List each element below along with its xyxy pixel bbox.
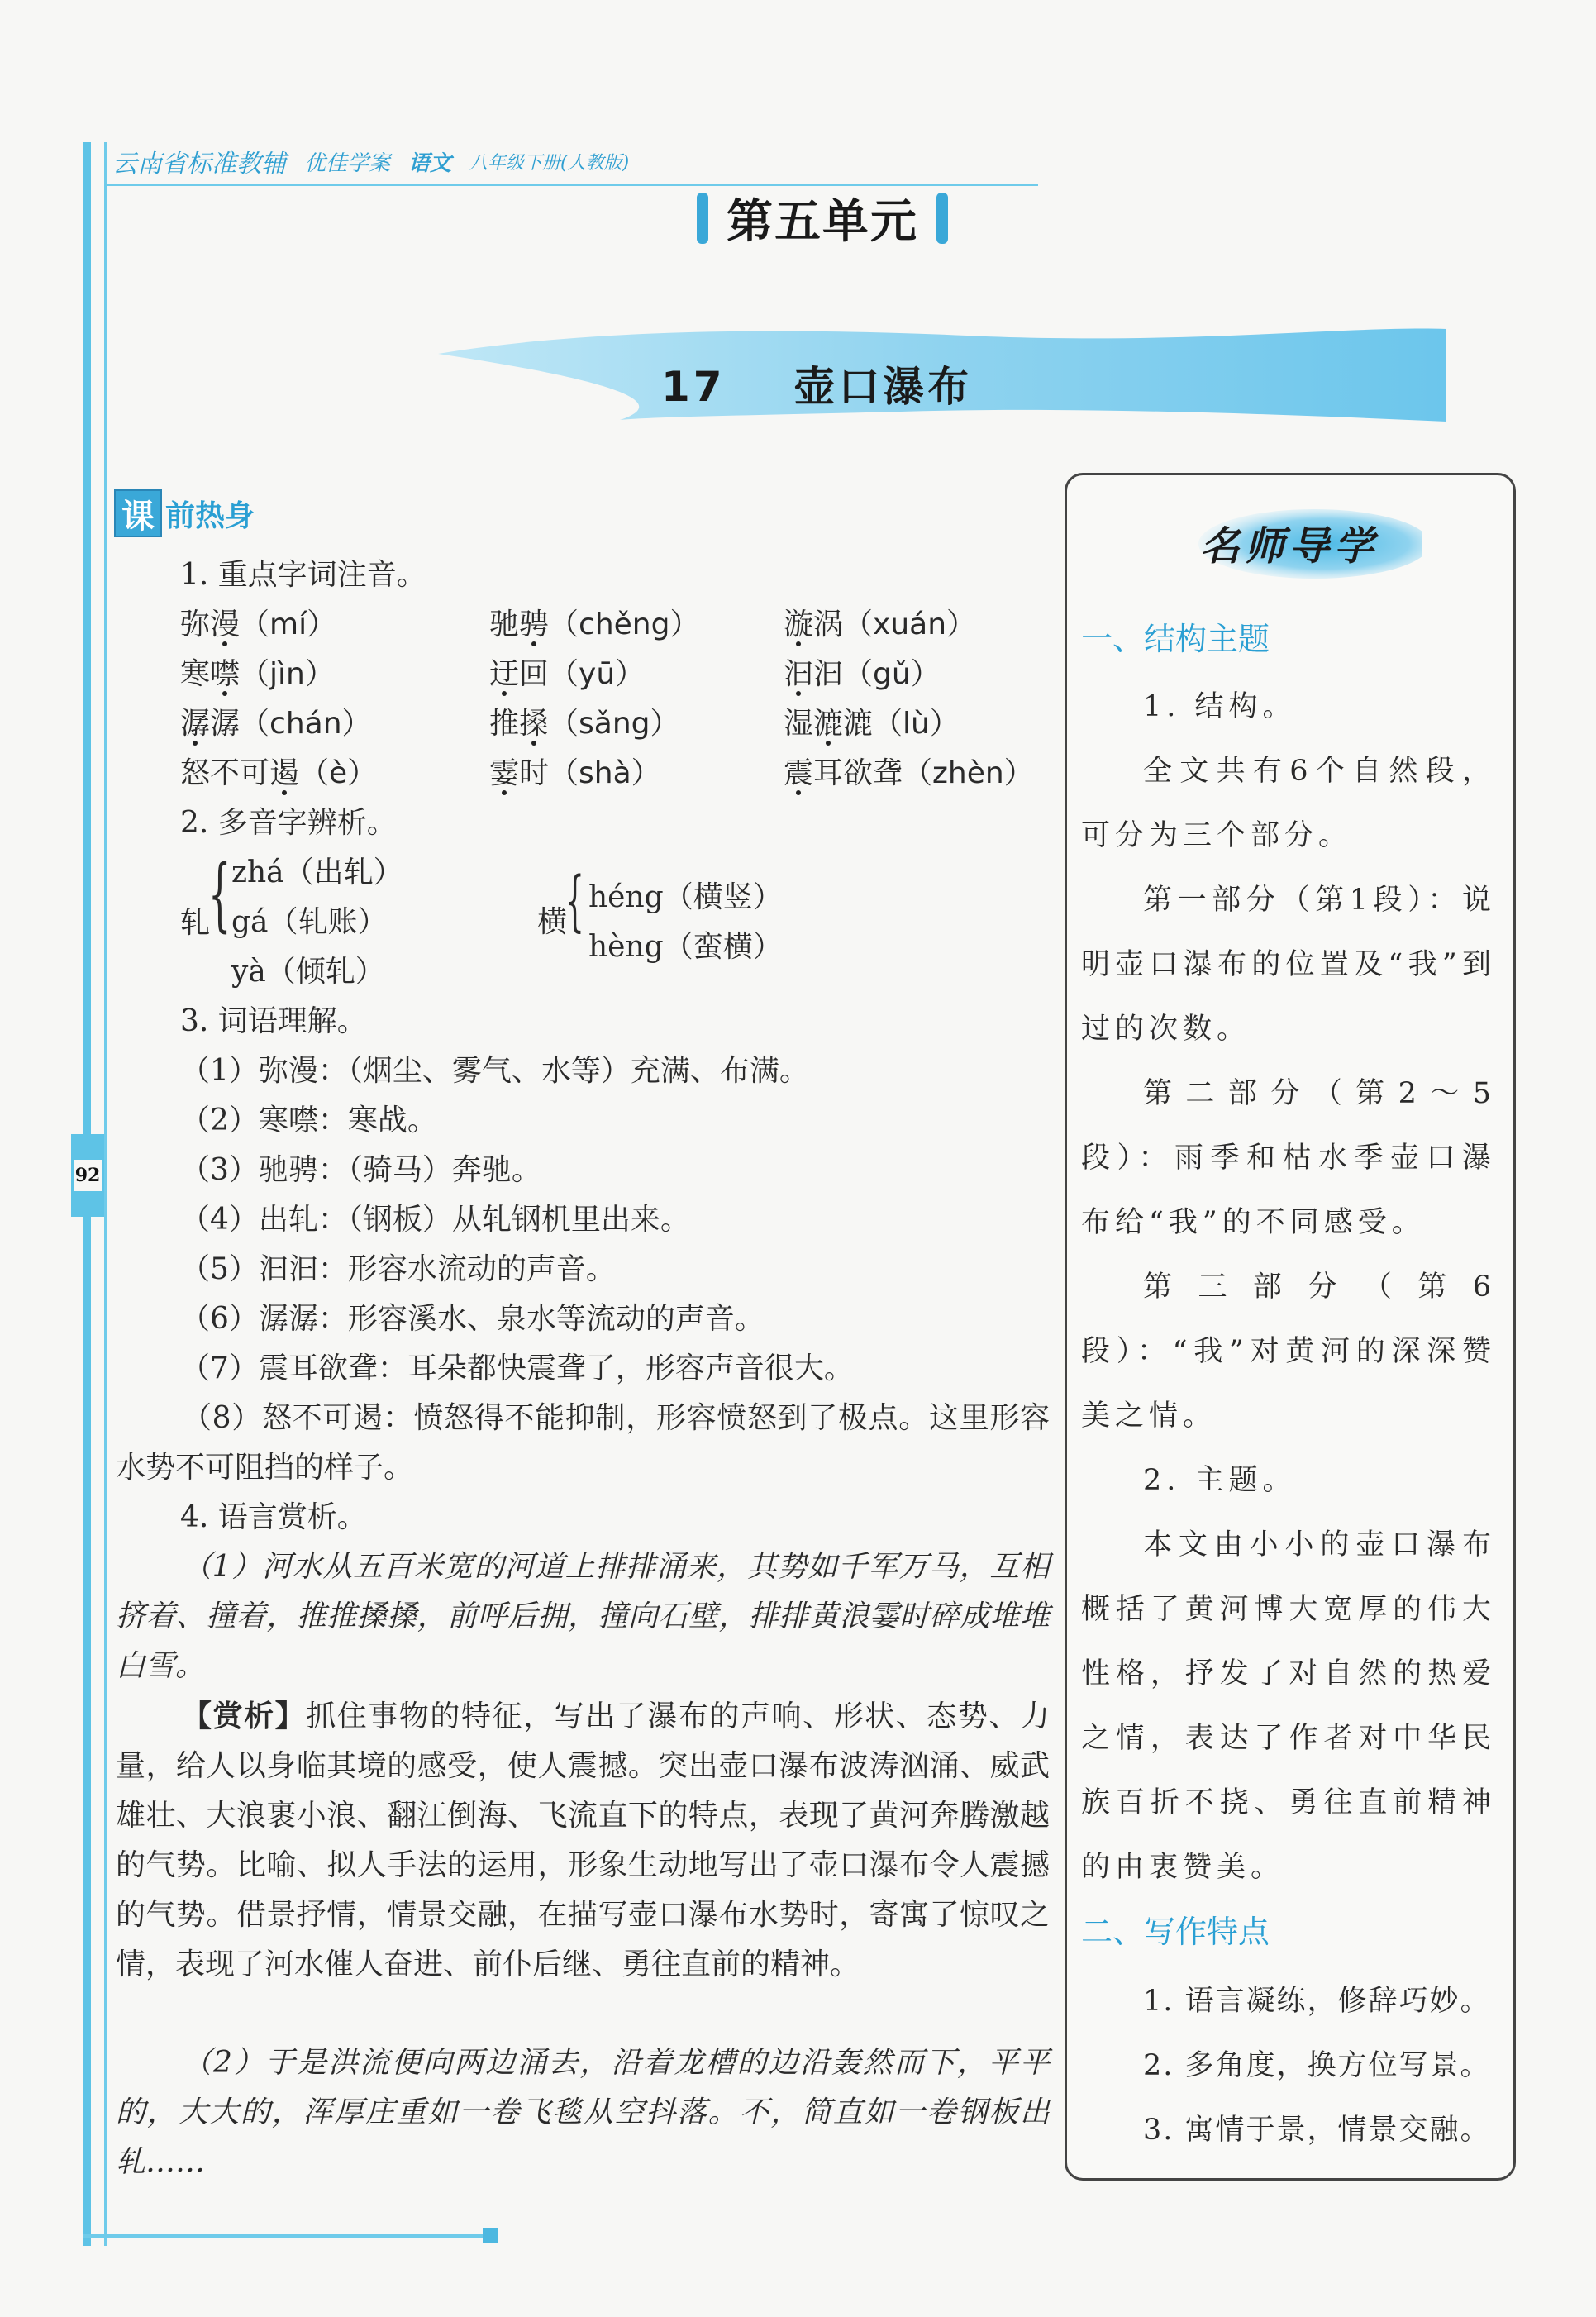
q4-title: 4. 语言赏析。 bbox=[180, 1500, 367, 1534]
q1-dotted-char: 噤 bbox=[210, 657, 241, 691]
sidebar-structure-p3: 第二部分（第2～5段）：雨季和枯水季壶口瀑布给“我”的不同感受。 bbox=[1081, 1077, 1496, 1239]
q2-char1-item: zhá（出轧） bbox=[231, 856, 403, 889]
section-icon: 课 bbox=[114, 489, 162, 537]
q2-brace2: { bbox=[565, 862, 584, 939]
q1-word bbox=[180, 600, 336, 650]
q1-word bbox=[489, 650, 645, 699]
q3-title: 3. 词语理解。 bbox=[180, 1004, 367, 1038]
q1-dotted-char: 漉 bbox=[813, 707, 844, 741]
q1-word-part: 湿 bbox=[784, 707, 814, 741]
q4-quote1: （1）河水从五百米宽的河道上排排涌来，其势如千军万马，互相挤着、撞着，推推搡搡，前呼后拥，撞向石壁，排排黄浪霎时碎成堆堆白雪。 bbox=[116, 1550, 1050, 1683]
q1-pinyin: （lù） bbox=[873, 707, 960, 741]
q2-brace1: { bbox=[208, 848, 231, 941]
sidebar-theme-title: 2. 主题。 bbox=[1143, 1464, 1297, 1497]
running-header bbox=[112, 142, 629, 180]
sidebar-title: 名师导学 bbox=[1200, 523, 1379, 570]
q1-pinyin: （yū） bbox=[549, 657, 646, 691]
q2-char1-item: gá（轧账） bbox=[231, 905, 388, 939]
footer-square bbox=[483, 2228, 498, 2243]
page-number-tab bbox=[71, 1134, 104, 1217]
q2-char1: 轧 bbox=[180, 906, 211, 940]
q1-pinyin: （zhèn） bbox=[903, 756, 1034, 790]
q1-title: 1. 重点字词注音。 bbox=[180, 558, 426, 592]
sidebar-structure-p2: 第一部分（第1段）：说明壶口瀑布的位置及“我”到过的次数。 bbox=[1081, 884, 1496, 1046]
unit-heading bbox=[690, 186, 955, 250]
q1-word-part: 涡 bbox=[813, 608, 844, 641]
unit-title: 第五单元 bbox=[727, 194, 918, 249]
unit-bracket-right bbox=[936, 193, 948, 244]
q1-word bbox=[180, 749, 377, 799]
q1-word-part: 推 bbox=[489, 707, 520, 741]
q1-word bbox=[784, 749, 1034, 799]
q1-pinyin: （jìn） bbox=[240, 657, 335, 691]
q3-item: （2）寒噤：寒战。 bbox=[180, 1104, 437, 1137]
sidebar-structure-p4: 第三部分（第6段）：“我”对黄河的深深赞美之情。 bbox=[1081, 1271, 1496, 1433]
q1-word-part: 时 bbox=[519, 756, 550, 790]
q1-word-part: 驰 bbox=[489, 608, 520, 641]
q3-item: （8）怒不可遏：愤怒得不能抑制，形容愤怒到了极点。这里形容水势不可阻挡的样子。 bbox=[116, 1401, 1050, 1485]
q1-dotted-char: 汩 bbox=[784, 657, 814, 691]
sidebar-heading-structure: 一、结构主题 bbox=[1081, 621, 1270, 657]
q1-word-part: 寒 bbox=[180, 657, 211, 691]
q3-item: （6）潺潺：形容溪水、泉水等流动的声音。 bbox=[180, 1302, 765, 1336]
sidebar-theme-text: 本文由小小的壶口瀑布概括了黄河博大宽厚的伟大性格，抒发了对自然的热爱之情，表达了作者对中华民族百折不挠、勇往直前精神的由衷赞美。 bbox=[1081, 1528, 1496, 1884]
footer-rule bbox=[83, 2234, 488, 2238]
q1-word-part: 回 bbox=[519, 657, 550, 691]
q1-dotted-char: 漩 bbox=[784, 608, 814, 641]
q4-quote2: （2）于是洪流便向两边涌去，沿着龙槽的边沿轰然而下，平平的，大大的，浑厚庄重如一卷飞毯从空抖落。不，简直如一卷钢板出轧…… bbox=[116, 2046, 1050, 2179]
q1-pinyin: （shà） bbox=[549, 756, 661, 790]
q1-word bbox=[489, 699, 680, 749]
q3-item: （7）震耳欲聋：耳朵都快震聋了，形容声音很大。 bbox=[180, 1352, 854, 1385]
q1-word bbox=[784, 699, 960, 749]
q2-char2-item: héng（横竖） bbox=[588, 880, 783, 914]
q1-dotted-char: 霎 bbox=[489, 756, 520, 790]
q2-char1-item: yà（倾轧） bbox=[231, 955, 385, 989]
q1-dotted-char: 迂 bbox=[489, 657, 520, 691]
q1-word bbox=[180, 650, 335, 699]
q3-item: （1）弥漫：（烟尘、雾气、水等）充满、布满。 bbox=[180, 1054, 809, 1088]
q2-char2: 横 bbox=[537, 905, 568, 939]
q1-word-part: 怒不可 bbox=[180, 756, 270, 790]
sidebar-writing-item: 3. 寓情于景，情景交融。 bbox=[1143, 2114, 1491, 2147]
q1-dotted-char: 震 bbox=[784, 756, 814, 790]
q1-pinyin: （chán） bbox=[240, 707, 372, 741]
q1-pinyin: （xuán） bbox=[843, 608, 977, 641]
section-heading bbox=[114, 489, 255, 537]
q1-word bbox=[180, 699, 372, 749]
q4-analysis-label: 【赏析】 bbox=[182, 1699, 307, 1733]
header-grade: 八年级下册(人教版) bbox=[469, 152, 630, 174]
q1-dotted-char: 骋 bbox=[519, 608, 550, 641]
q1-dotted-char: 遏 bbox=[269, 756, 300, 790]
q1-dotted-char: 潺 bbox=[180, 707, 211, 741]
q1-word-part: 潺 bbox=[210, 707, 241, 741]
q1-dotted-char: 搡 bbox=[519, 707, 550, 741]
sidebar-structure-p1: 全文共有6个自然段，可分为三个部分。 bbox=[1081, 755, 1496, 852]
q1-word-part: 耳欲聋 bbox=[813, 756, 903, 790]
q4-analysis bbox=[116, 1691, 1050, 1990]
sidebar-structure-title: 1. 结构。 bbox=[1143, 690, 1297, 723]
header-subject: 语文 bbox=[408, 150, 452, 176]
sidebar-heading-writing: 二、写作特点 bbox=[1081, 1914, 1270, 1950]
q1-pinyin: （sǎng） bbox=[549, 707, 680, 741]
header-series: 优佳学案 bbox=[304, 150, 391, 176]
lesson-heading bbox=[661, 354, 972, 413]
q1-word-part: 弥 bbox=[180, 608, 211, 641]
q2-title: 2. 多音字辨析。 bbox=[180, 806, 397, 840]
q3-item: （3）驰骋：（骑马）奔驰。 bbox=[180, 1153, 541, 1187]
section-label: 前热身 bbox=[165, 498, 255, 533]
q4-analysis-text: 抓住事物的特征，写出了瀑布的声响、形状、态势、力量，给人以身临其境的感受，使人震撼。突出壶口瀑布波涛汹涌、威武雄壮、大浪裹小浪、翻江倒海、飞流直下的特点，表现了黄河奔腾激越的气势。比喻、拟人手法的运用，形象生动地写出了壶口瀑布令人震撼的气势。借景抒情，情景交融，在描写壶口瀑布水势时，寄寓了惊叹之情，表现了河水催人奋进、前仆后继、勇往直前的精神。 bbox=[116, 1700, 1050, 1981]
q1-word bbox=[489, 749, 661, 799]
lesson-number: 17 bbox=[661, 363, 726, 411]
q1-pinyin: （mí） bbox=[240, 608, 337, 641]
q1-pinyin: （è） bbox=[299, 756, 378, 790]
lesson-title: 壶口瀑布 bbox=[793, 363, 973, 411]
q1-pinyin: （chěng） bbox=[549, 608, 700, 641]
q1-pinyin: （gǔ） bbox=[843, 657, 941, 691]
q1-dotted-char: 漫 bbox=[210, 608, 241, 641]
sidebar-writing-item: 2. 多角度，换方位写景。 bbox=[1143, 2049, 1491, 2082]
q1-word-part: 汩 bbox=[813, 657, 844, 691]
q1-word-part: 漉 bbox=[843, 707, 874, 741]
sidebar-writing-item: 1. 语言凝练，修辞巧妙。 bbox=[1143, 1985, 1491, 2018]
q2-char2-item: hèng（蛮横） bbox=[588, 930, 783, 964]
q1-word bbox=[784, 650, 941, 699]
q1-word bbox=[489, 600, 699, 650]
q1-word bbox=[784, 600, 976, 650]
page-number: 92 bbox=[74, 1160, 102, 1191]
frame-line-inner bbox=[104, 142, 107, 2246]
unit-bracket-left bbox=[697, 193, 708, 244]
header-brand: 云南省标准教辅 bbox=[112, 150, 286, 179]
q3-item: （5）汩汩：形容水流动的声音。 bbox=[180, 1252, 616, 1286]
q3-item: （4）出轧：（钢板）从轧钢机里出来。 bbox=[180, 1203, 690, 1237]
